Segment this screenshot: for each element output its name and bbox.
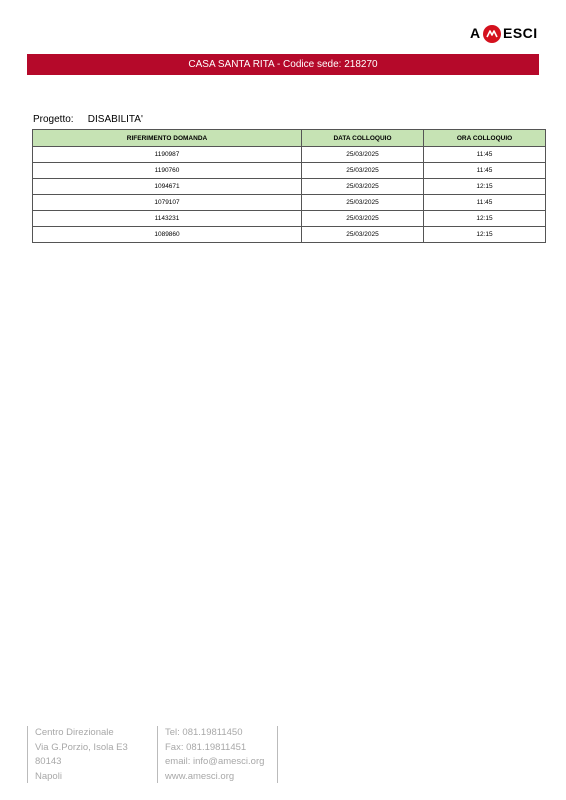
cell-riferimento: 1143231	[33, 211, 302, 227]
footer-email-link[interactable]: email: info@amesci.org	[165, 756, 265, 767]
cell-data: 25/03/2025	[302, 147, 424, 163]
interview-schedule-table	[32, 129, 546, 243]
header-data-colloquio: DATA COLLOQUIO	[302, 130, 424, 147]
cell-data: 25/03/2025	[302, 179, 424, 195]
header-riferimento-domanda: RIFERIMENTO DOMANDA	[33, 130, 302, 147]
table-row	[33, 147, 546, 163]
cell-data: 25/03/2025	[302, 211, 424, 227]
cell-riferimento: 1079107	[33, 195, 302, 211]
amesci-logo	[468, 24, 542, 46]
cell-ora: 11:45	[424, 195, 546, 211]
logo-mark-icon	[482, 24, 502, 44]
cell-ora: 11:45	[424, 147, 546, 163]
table-row	[33, 163, 546, 179]
table-header-row	[33, 130, 546, 147]
project-line	[33, 114, 143, 125]
cell-data: 25/03/2025	[302, 227, 424, 243]
table-row	[33, 211, 546, 227]
footer-website-link[interactable]: www.amesci.org	[165, 770, 235, 782]
footer-address-line: Napoli	[35, 770, 62, 782]
project-value: DISABILITA'	[87, 114, 143, 125]
table-row	[33, 179, 546, 195]
table-row	[33, 195, 546, 211]
cell-ora: 12:15	[424, 179, 546, 195]
logo-text-esci: ESCI	[503, 25, 538, 41]
footer-address-line: 80143	[35, 756, 62, 767]
project-label: Progetto:	[33, 114, 74, 125]
site-banner: CASA SANTA RITA - Codice sede: 218270	[27, 54, 539, 75]
logo-letter-a: A	[470, 25, 481, 41]
cell-riferimento: 1089860	[33, 227, 302, 243]
footer-fax: Fax: 081.19811451	[165, 741, 247, 753]
footer-contacts	[157, 726, 278, 783]
footer-address	[27, 726, 165, 783]
footer-phone: Tel: 081.19811450	[165, 727, 243, 738]
cell-riferimento: 1094671	[33, 179, 302, 195]
cell-riferimento: 1190987	[33, 147, 302, 163]
footer-address-line: Centro Direzionale	[35, 727, 114, 738]
cell-data: 25/03/2025	[302, 195, 424, 211]
cell-riferimento: 1190760	[33, 163, 302, 179]
cell-data: 25/03/2025	[302, 163, 424, 179]
cell-ora: 12:15	[424, 211, 546, 227]
footer-address-line: Via G.Porzio, Isola E3	[35, 741, 128, 753]
table-row	[33, 227, 546, 243]
cell-ora: 11:45	[424, 163, 546, 179]
header-ora-colloquio: ORA COLLOQUIO	[424, 130, 546, 147]
cell-ora: 12:15	[424, 227, 546, 243]
